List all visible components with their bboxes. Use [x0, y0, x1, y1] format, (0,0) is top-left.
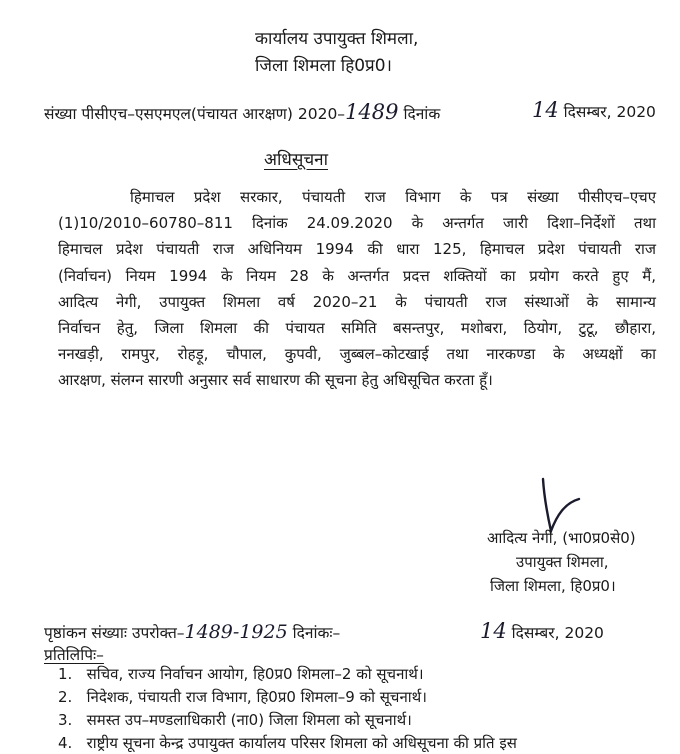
endorsement-prefix: पृष्ठांकन संख्याः उपरोक्त–	[44, 624, 185, 642]
handwritten-endorsement-number: 1489-1925	[184, 621, 288, 643]
body-line: निर्वाचन हेतु, जिला शिमला की पंचायत समिति बसन्तपुर, मशोबरा, ठियोग, टुटू, छौहारा,	[58, 318, 656, 337]
reference-date-rest: दिसम्बर, 2020	[563, 103, 656, 121]
list-number: 1.	[58, 665, 73, 683]
list-number: 4.	[58, 734, 73, 752]
handwritten-date-day: 14	[532, 98, 559, 122]
body-line: हिमाचल प्रदेश सरकार, पंचायती राज विभाग के पत्र संख्या पीसीएच–एचए	[130, 188, 656, 206]
endorsement-date-rest: दिसम्बर, 2020	[511, 624, 604, 642]
handwritten-reference-number: 1489	[345, 100, 399, 124]
copy-list-item	[58, 733, 517, 753]
list-text: निदेशक, पंचायती राज विभाग, हि0प्र0 शिमला–9 को सूचनार्थ।	[86, 688, 427, 706]
reference-prefix: संख्या पीसीएच–एसएमएल(पंचायत आरक्षण) 2020–	[44, 105, 346, 123]
body-line: हिमाचल प्रदेश पंचायती राज अधिनियम 1994 की धारा 125, हिमाचल प्रदेश पंचायती राज	[58, 240, 656, 259]
reference-date	[532, 98, 656, 122]
reference-line	[44, 100, 440, 124]
signatory-location: जिला शिमला, हि0प्र0।	[490, 577, 616, 595]
list-text: राष्ट्रीय सूचना केन्द्र उपायुक्त कार्यालय परिसर शिमला को अधिसूचना की प्रति इस	[86, 734, 517, 752]
endorsement-date	[480, 619, 604, 643]
reference-date-label: दिनांक	[403, 105, 441, 123]
body-line: आदित्य नेगी, उपायुक्त शिमला वर्ष 2020–21 के पंचायती राज संस्थाओं के सामान्य	[58, 292, 656, 311]
endorsement-line	[44, 621, 340, 643]
list-number: 2.	[58, 688, 73, 706]
copy-to-label: प्रतिलिपिः–	[44, 646, 104, 664]
body-line: (निर्वाचन) नियम 1994 के नियम 28 के अन्तर्गत प्रदत्त शक्तियों का प्रयोग करते हुए मैं,	[58, 266, 656, 285]
endorsement-date-label: दिनांकः–	[292, 624, 341, 642]
notification-title: अधिसूचना	[264, 150, 328, 170]
office-name: कार्यालय उपायुक्त शिमला,	[255, 29, 419, 49]
body-line: ननखड़ी, रामपुर, रोहड़ू, चौपाल, कुपवी, जुब्बल–कोटखाई तथा नारकण्डा के अध्यक्षों का	[58, 345, 656, 364]
signatory-name: आदित्य नेगी, (भा0प्र0से0)	[487, 529, 636, 547]
list-text: सचिव, राज्य निर्वाचन आयोग, हि0प्र0 शिमला–2 को सूचनार्थ।	[86, 665, 424, 683]
signatory-designation: उपायुक्त शिमला,	[516, 553, 609, 571]
body-line: (1)10/2010–60780–811 दिनांक 24.09.2020 के अन्तर्गत जारी दिशा–निर्देशों तथा	[58, 214, 656, 233]
copy-list-item	[58, 687, 427, 707]
copy-list-item	[58, 710, 412, 730]
copy-list-item	[58, 664, 424, 684]
list-number: 3.	[58, 711, 73, 729]
notification-body	[58, 184, 656, 394]
body-line: आरक्षण, संलग्न सारणी अनुसार सर्व साधारण की सूचना हेतु अधिसूचित करता हूँ।	[58, 371, 493, 390]
handwritten-endorsement-day: 14	[480, 619, 507, 643]
office-district: जिला शिमला हि0प्र0।	[255, 56, 392, 76]
list-text: समस्त उप–मण्डलाधिकारी (ना0) जिला शिमला को सूचनार्थ।	[86, 711, 412, 729]
